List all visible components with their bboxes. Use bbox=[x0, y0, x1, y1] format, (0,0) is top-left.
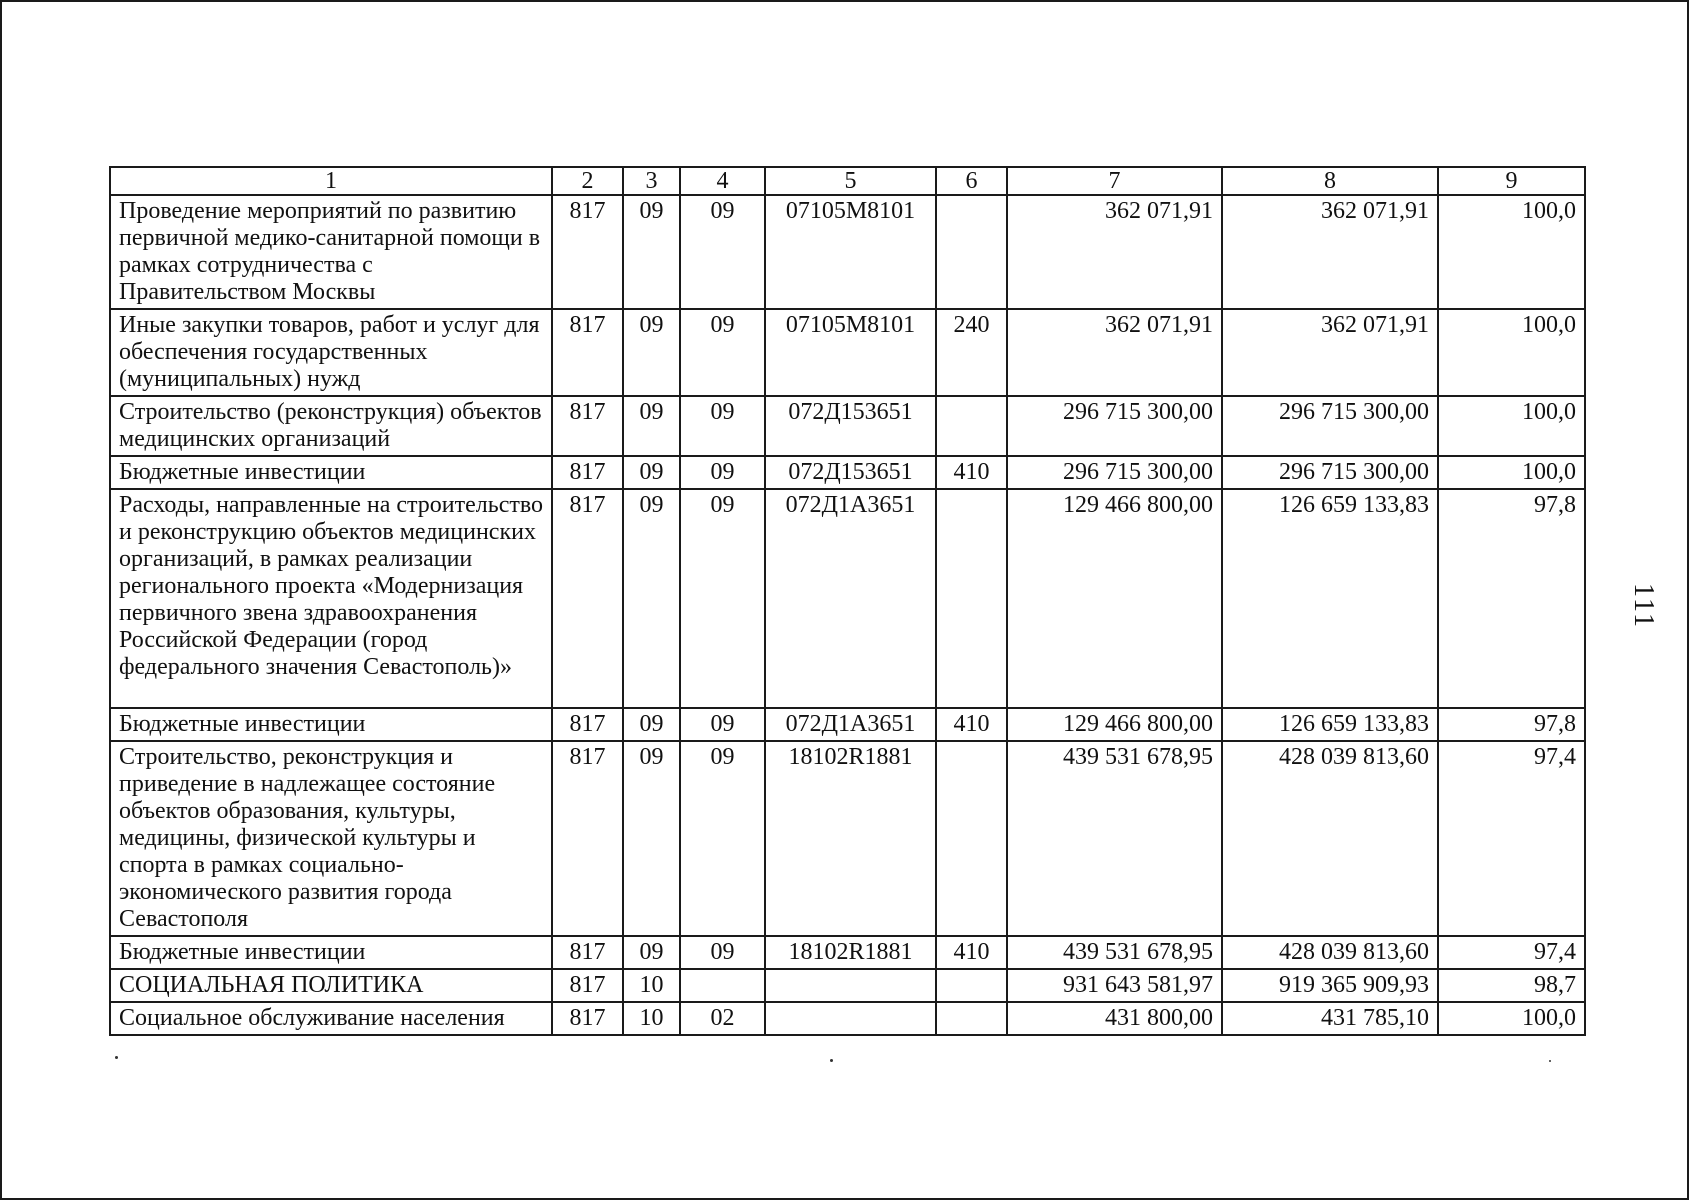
row-description: Строительство (реконструкция) объектов медицинских организаций bbox=[110, 396, 552, 456]
cell-department: 817 bbox=[552, 741, 623, 936]
cell-execution-percent: 97,4 bbox=[1438, 741, 1585, 936]
cell-expense-type: 410 bbox=[936, 708, 1007, 741]
column-header: 6 bbox=[936, 167, 1007, 195]
cell-execution-percent: 100,0 bbox=[1438, 309, 1585, 396]
cell-planned-amount: 931 643 581,97 bbox=[1007, 969, 1222, 1002]
row-description: Социальное обслуживание населения bbox=[110, 1002, 552, 1035]
cell-executed-amount: 428 039 813,60 bbox=[1222, 741, 1438, 936]
cell-expense-type: 410 bbox=[936, 936, 1007, 969]
cell-executed-amount: 296 715 300,00 bbox=[1222, 396, 1438, 456]
cell-execution-percent: 100,0 bbox=[1438, 195, 1585, 309]
cell-subsection: 09 bbox=[680, 309, 765, 396]
cell-department: 817 bbox=[552, 936, 623, 969]
cell-section: 09 bbox=[623, 489, 680, 708]
cell-planned-amount: 129 466 800,00 bbox=[1007, 708, 1222, 741]
cell-department: 817 bbox=[552, 708, 623, 741]
budget-execution-table bbox=[109, 166, 1586, 1036]
cell-department: 817 bbox=[552, 489, 623, 708]
table-row bbox=[110, 741, 1585, 936]
cell-department: 817 bbox=[552, 396, 623, 456]
page-number: 111 bbox=[1627, 583, 1659, 629]
cell-section: 09 bbox=[623, 936, 680, 969]
cell-expense-type bbox=[936, 195, 1007, 309]
cell-executed-amount: 126 659 133,83 bbox=[1222, 708, 1438, 741]
table-row bbox=[110, 489, 1585, 708]
cell-subsection: 09 bbox=[680, 456, 765, 489]
cell-execution-percent: 100,0 bbox=[1438, 1002, 1585, 1035]
cell-executed-amount: 919 365 909,93 bbox=[1222, 969, 1438, 1002]
cell-planned-amount: 296 715 300,00 bbox=[1007, 456, 1222, 489]
cell-department: 817 bbox=[552, 309, 623, 396]
cell-department: 817 bbox=[552, 969, 623, 1002]
cell-planned-amount: 439 531 678,95 bbox=[1007, 936, 1222, 969]
table-row bbox=[110, 309, 1585, 396]
table-row bbox=[110, 1002, 1585, 1035]
cell-subsection: 09 bbox=[680, 936, 765, 969]
table-row bbox=[110, 708, 1585, 741]
cell-execution-percent: 97,8 bbox=[1438, 708, 1585, 741]
cell-section: 10 bbox=[623, 1002, 680, 1035]
cell-target-code: 072Д1А3651 bbox=[765, 489, 936, 708]
cell-section: 10 bbox=[623, 969, 680, 1002]
cell-planned-amount: 129 466 800,00 bbox=[1007, 489, 1222, 708]
row-description: Строительство, реконструкция и приведение в надлежащее состояние объектов образования, культуры, медицины, физической культуры и спорта в рамках социально-экономического развития города Севастополя bbox=[110, 741, 552, 936]
cell-section: 09 bbox=[623, 396, 680, 456]
cell-target-code: 18102R1881 bbox=[765, 741, 936, 936]
cell-executed-amount: 296 715 300,00 bbox=[1222, 456, 1438, 489]
cell-execution-percent: 100,0 bbox=[1438, 456, 1585, 489]
cell-section: 09 bbox=[623, 456, 680, 489]
column-header: 8 bbox=[1222, 167, 1438, 195]
cell-execution-percent: 98,7 bbox=[1438, 969, 1585, 1002]
scan-speck bbox=[115, 1056, 118, 1059]
cell-execution-percent: 100,0 bbox=[1438, 396, 1585, 456]
cell-planned-amount: 362 071,91 bbox=[1007, 309, 1222, 396]
cell-execution-percent: 97,4 bbox=[1438, 936, 1585, 969]
cell-target-code: 07105М8101 bbox=[765, 195, 936, 309]
cell-target-code bbox=[765, 969, 936, 1002]
cell-expense-type: 240 bbox=[936, 309, 1007, 396]
column-header: 9 bbox=[1438, 167, 1585, 195]
cell-section: 09 bbox=[623, 195, 680, 309]
cell-target-code: 072Д153651 bbox=[765, 396, 936, 456]
cell-target-code: 072Д1А3651 bbox=[765, 708, 936, 741]
cell-department: 817 bbox=[552, 456, 623, 489]
cell-target-code: 072Д153651 bbox=[765, 456, 936, 489]
table-row bbox=[110, 456, 1585, 489]
scan-speck bbox=[1549, 1060, 1551, 1062]
cell-expense-type bbox=[936, 1002, 1007, 1035]
column-header: 3 bbox=[623, 167, 680, 195]
cell-subsection: 09 bbox=[680, 708, 765, 741]
cell-expense-type bbox=[936, 489, 1007, 708]
row-description: Бюджетные инвестиции bbox=[110, 456, 552, 489]
column-header: 7 bbox=[1007, 167, 1222, 195]
table-row bbox=[110, 396, 1585, 456]
cell-executed-amount: 362 071,91 bbox=[1222, 309, 1438, 396]
cell-planned-amount: 439 531 678,95 bbox=[1007, 741, 1222, 936]
cell-planned-amount: 362 071,91 bbox=[1007, 195, 1222, 309]
cell-section: 09 bbox=[623, 708, 680, 741]
cell-subsection: 09 bbox=[680, 741, 765, 936]
row-description: Расходы, направленные на строительство и реконструкцию объектов медицинских организаций, в рамках реализации регионального проекта «Модернизация первичного звена здравоохранения Российской Федерации (город федерального значения Севастополь)» bbox=[110, 489, 552, 708]
cell-executed-amount: 126 659 133,83 bbox=[1222, 489, 1438, 708]
table-row bbox=[110, 195, 1585, 309]
cell-department: 817 bbox=[552, 1002, 623, 1035]
cell-planned-amount: 296 715 300,00 bbox=[1007, 396, 1222, 456]
cell-department: 817 bbox=[552, 195, 623, 309]
scan-speck bbox=[830, 1059, 833, 1062]
cell-subsection: 09 bbox=[680, 489, 765, 708]
row-description: СОЦИАЛЬНАЯ ПОЛИТИКА bbox=[110, 969, 552, 1002]
cell-target-code: 07105М8101 bbox=[765, 309, 936, 396]
cell-subsection bbox=[680, 969, 765, 1002]
cell-execution-percent: 97,8 bbox=[1438, 489, 1585, 708]
cell-executed-amount: 428 039 813,60 bbox=[1222, 936, 1438, 969]
cell-expense-type: 410 bbox=[936, 456, 1007, 489]
cell-expense-type bbox=[936, 741, 1007, 936]
column-number-header-row bbox=[110, 167, 1585, 195]
cell-target-code bbox=[765, 1002, 936, 1035]
row-description: Бюджетные инвестиции bbox=[110, 708, 552, 741]
row-description: Бюджетные инвестиции bbox=[110, 936, 552, 969]
cell-subsection: 09 bbox=[680, 396, 765, 456]
column-header: 4 bbox=[680, 167, 765, 195]
column-header: 5 bbox=[765, 167, 936, 195]
cell-section: 09 bbox=[623, 741, 680, 936]
row-description: Иные закупки товаров, работ и услуг для обеспечения государственных (муниципальных) нужд bbox=[110, 309, 552, 396]
cell-executed-amount: 431 785,10 bbox=[1222, 1002, 1438, 1035]
column-header: 2 bbox=[552, 167, 623, 195]
table-row bbox=[110, 969, 1585, 1002]
cell-section: 09 bbox=[623, 309, 680, 396]
cell-executed-amount: 362 071,91 bbox=[1222, 195, 1438, 309]
cell-expense-type bbox=[936, 396, 1007, 456]
cell-target-code: 18102R1881 bbox=[765, 936, 936, 969]
cell-subsection: 02 bbox=[680, 1002, 765, 1035]
table-row bbox=[110, 936, 1585, 969]
column-header: 1 bbox=[110, 167, 552, 195]
cell-expense-type bbox=[936, 969, 1007, 1002]
cell-planned-amount: 431 800,00 bbox=[1007, 1002, 1222, 1035]
cell-subsection: 09 bbox=[680, 195, 765, 309]
row-description: Проведение мероприятий по развитию первичной медико-санитарной помощи в рамках сотрудничества с Правительством Москвы bbox=[110, 195, 552, 309]
